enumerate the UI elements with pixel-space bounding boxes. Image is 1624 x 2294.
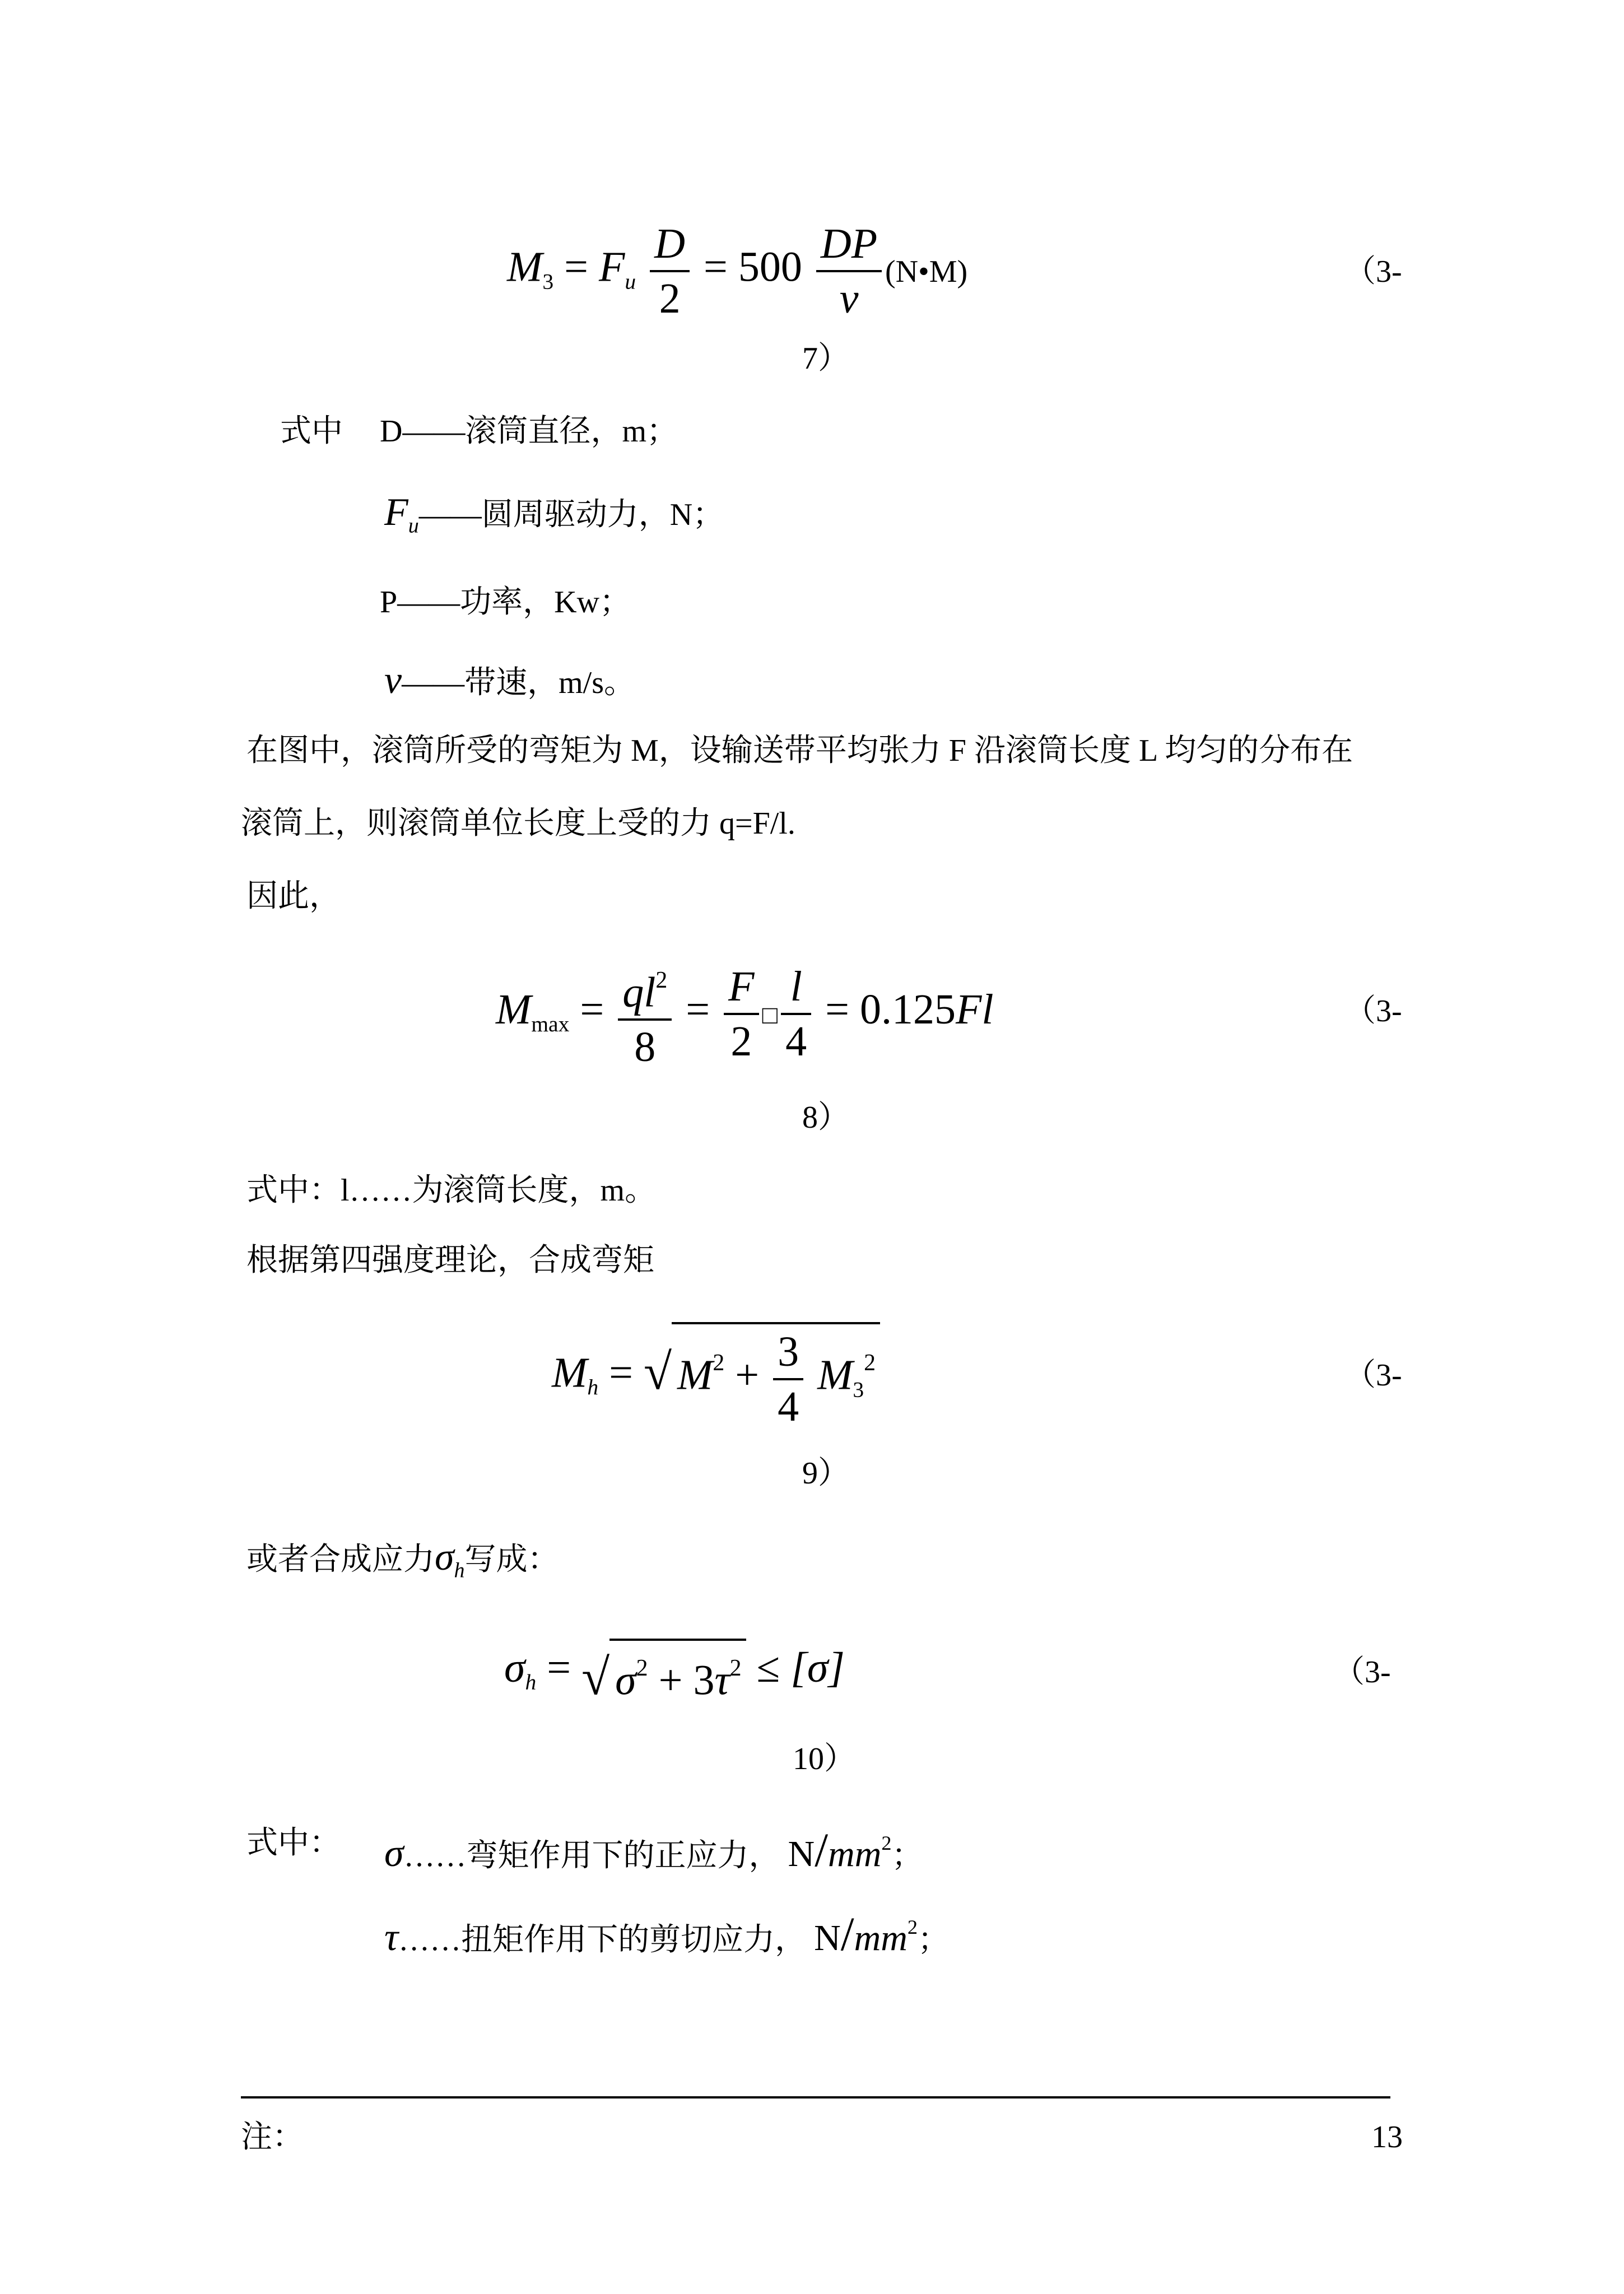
eq9-M-sub: h (587, 1375, 599, 1400)
equation-3-9 (552, 1322, 880, 1432)
unit-end-1: ； (891, 1839, 923, 1874)
defs7-Fu-symbol: F (384, 491, 408, 534)
defs8: 式中：l……为滚筒长度，m。 (246, 1173, 657, 1208)
defs10-sigma-line (384, 1823, 923, 1876)
eq8-M-sub: max (531, 1011, 570, 1036)
eq9-equals: = (609, 1349, 633, 1397)
para1-line2: 滚筒上，则滚筒单位长度上受的力 q=F/l. (241, 806, 795, 841)
eq10-le: ≤ (756, 1644, 780, 1692)
unit-mm-2: mm (854, 1918, 908, 1959)
eq10-in-sigma: σ (615, 1656, 636, 1704)
defs10-lead: 式中： (246, 1826, 341, 1860)
equation-3-10 (504, 1639, 845, 1707)
defs7-v-symbol: v (384, 659, 402, 702)
eq8-number-b: 8） (802, 1100, 849, 1135)
eq7-frac1-num: D (650, 218, 690, 272)
eq9-radical-sign: √ (643, 1343, 672, 1400)
eq9-in-M3: M (817, 1351, 853, 1399)
page-number: 13 (1371, 2120, 1403, 2155)
eq7-F: F (598, 243, 625, 291)
eq9-frac-num: 3 (773, 1327, 803, 1380)
eq8-frac1-num: ql (622, 969, 656, 1016)
eq7-frac2-den: v (839, 275, 859, 322)
footer-note: 注： (241, 2120, 304, 2155)
eq8-frac1-sup: 2 (655, 967, 668, 993)
eq7-M-sub: 3 (542, 269, 554, 294)
eq9-number-b: 9） (802, 1456, 849, 1491)
unit-N-1: N (788, 1834, 815, 1875)
unit-sup-1: 2 (881, 1832, 892, 1854)
eq7-F-sub: u (625, 269, 636, 294)
para4-tail: 写成： (464, 1542, 559, 1577)
para4-sigma: σ (435, 1535, 454, 1579)
eq9-in-M3-sup: 2 (864, 1350, 876, 1376)
eq8-frac2-num: F (724, 961, 759, 1015)
eq8-rhs-number: 0.125 (860, 986, 956, 1034)
eq9-number-a: （3- (1344, 1358, 1402, 1393)
eq8-rhs-var: Fl (956, 986, 994, 1034)
unit-slash-2: / (840, 1907, 854, 1961)
eq7-equals-2: = (704, 243, 728, 291)
unit-end-2: ； (918, 1923, 950, 1958)
eq8-frac1-den: 8 (634, 1023, 656, 1071)
eq7-number-a: （3- (1344, 254, 1402, 289)
defs7-Fu-text: ——圆周驱动力，N； (418, 497, 724, 532)
eq7-fraction-D-over-2 (650, 218, 690, 324)
eq9-fraction-3-over-4 (773, 1327, 803, 1432)
eq8-frac3-den: 4 (785, 1017, 807, 1065)
eq7-M: M (507, 243, 543, 291)
eq8-fraction-F-over-2 (724, 961, 759, 1067)
eq10-in-sigma-sup: 2 (636, 1655, 648, 1681)
eq8-frac3-num: l (781, 961, 811, 1015)
eq10-sigma: σ (504, 1644, 525, 1692)
eq9-M: M (552, 1349, 588, 1397)
eq7-frac2-num: DP (816, 218, 882, 272)
eq8-equals-1: = (580, 986, 604, 1034)
defs10-sigma-unit (788, 1823, 892, 1877)
defs10-tau-symbol: τ (384, 1916, 399, 1960)
footer-divider (241, 2096, 1390, 2098)
eq10-sqrt (581, 1639, 746, 1705)
eq10-three: 3 (693, 1656, 715, 1704)
eq9-frac-den: 4 (778, 1383, 799, 1430)
defs7-Fu (384, 493, 724, 545)
eq8-equals-3: = (825, 986, 849, 1034)
defs10-tau-text: ……扭矩作用下的剪切应力， (398, 1923, 807, 1958)
eq7-equals-1: = (564, 243, 588, 291)
eq8-fraction-ql2-over-8 (618, 955, 672, 1072)
eq9-plus: + (735, 1351, 760, 1399)
eq7-coefficient: 500 (738, 243, 802, 291)
eq10-sigma-sub: h (525, 1669, 537, 1695)
unit-slash-1: / (815, 1823, 829, 1877)
eq10-tau: τ (714, 1656, 730, 1704)
eq8-M: M (496, 986, 532, 1034)
defs7-v-text: ——带速，m/s。 (402, 666, 635, 700)
defs7-v (384, 661, 635, 702)
unit-sup-2: 2 (907, 1916, 918, 1938)
eq8-box-glyph: □ (762, 1001, 778, 1030)
eq8-equals-2: = (686, 986, 710, 1034)
eq9-sqrt (644, 1322, 880, 1432)
para4 (246, 1535, 559, 1590)
eq8-number-a: （3- (1344, 994, 1402, 1029)
para2: 因此， (246, 879, 341, 914)
para1-line1: 在图中，滚筒所受的弯矩为 M，设输送带平均张力 F 沿滚筒长度 L 均匀的分布在 (246, 733, 1353, 768)
defs7-Fu-sub: u (408, 514, 419, 538)
defs10-tau-line (384, 1907, 949, 1960)
defs7-D: D——滚筒直径，m； (380, 414, 678, 449)
eq8-frac2-den: 2 (730, 1017, 752, 1065)
eq7-fraction-DP-over-v (816, 218, 882, 324)
defs7-lead: 式中 (280, 414, 343, 449)
defs7-P: P——功率，Kw； (380, 585, 631, 620)
unit-N-2: N (814, 1918, 841, 1959)
defs10-sigma-symbol: σ (384, 1832, 404, 1876)
para4-lead: 或者合成应力 (246, 1542, 435, 1577)
eq7-unit: (N•M) (885, 254, 968, 289)
eq10-number-a: （3- (1333, 1655, 1391, 1690)
eq10-radical-sign: √ (581, 1649, 610, 1706)
eq7-frac1-den: 2 (659, 275, 681, 322)
eq10-bracket-sigma: [σ] (790, 1644, 845, 1692)
eq10-tau-sup: 2 (729, 1655, 742, 1681)
eq8-fraction-l-over-4 (781, 961, 811, 1067)
para4-sigma-sub: h (454, 1558, 465, 1583)
eq10-number-b: 10） (793, 1742, 855, 1776)
eq10-plus: + (658, 1656, 683, 1704)
defs10-sigma-text: ……弯矩作用下的正应力， (403, 1839, 780, 1874)
para3: 根据第四强度理论，合成弯矩 (246, 1243, 654, 1278)
equation-3-8 (496, 955, 994, 1072)
eq9-in-M: M (677, 1351, 713, 1399)
eq10-equals: = (547, 1644, 571, 1692)
eq9-in-M3-sub: 3 (853, 1377, 864, 1402)
eq9-in-M-sup: 2 (713, 1350, 725, 1376)
unit-mm-1: mm (828, 1834, 882, 1875)
defs10-tau-unit (814, 1907, 918, 1961)
equation-3-7 (507, 218, 885, 324)
eq7-number-b: 7） (802, 341, 849, 376)
